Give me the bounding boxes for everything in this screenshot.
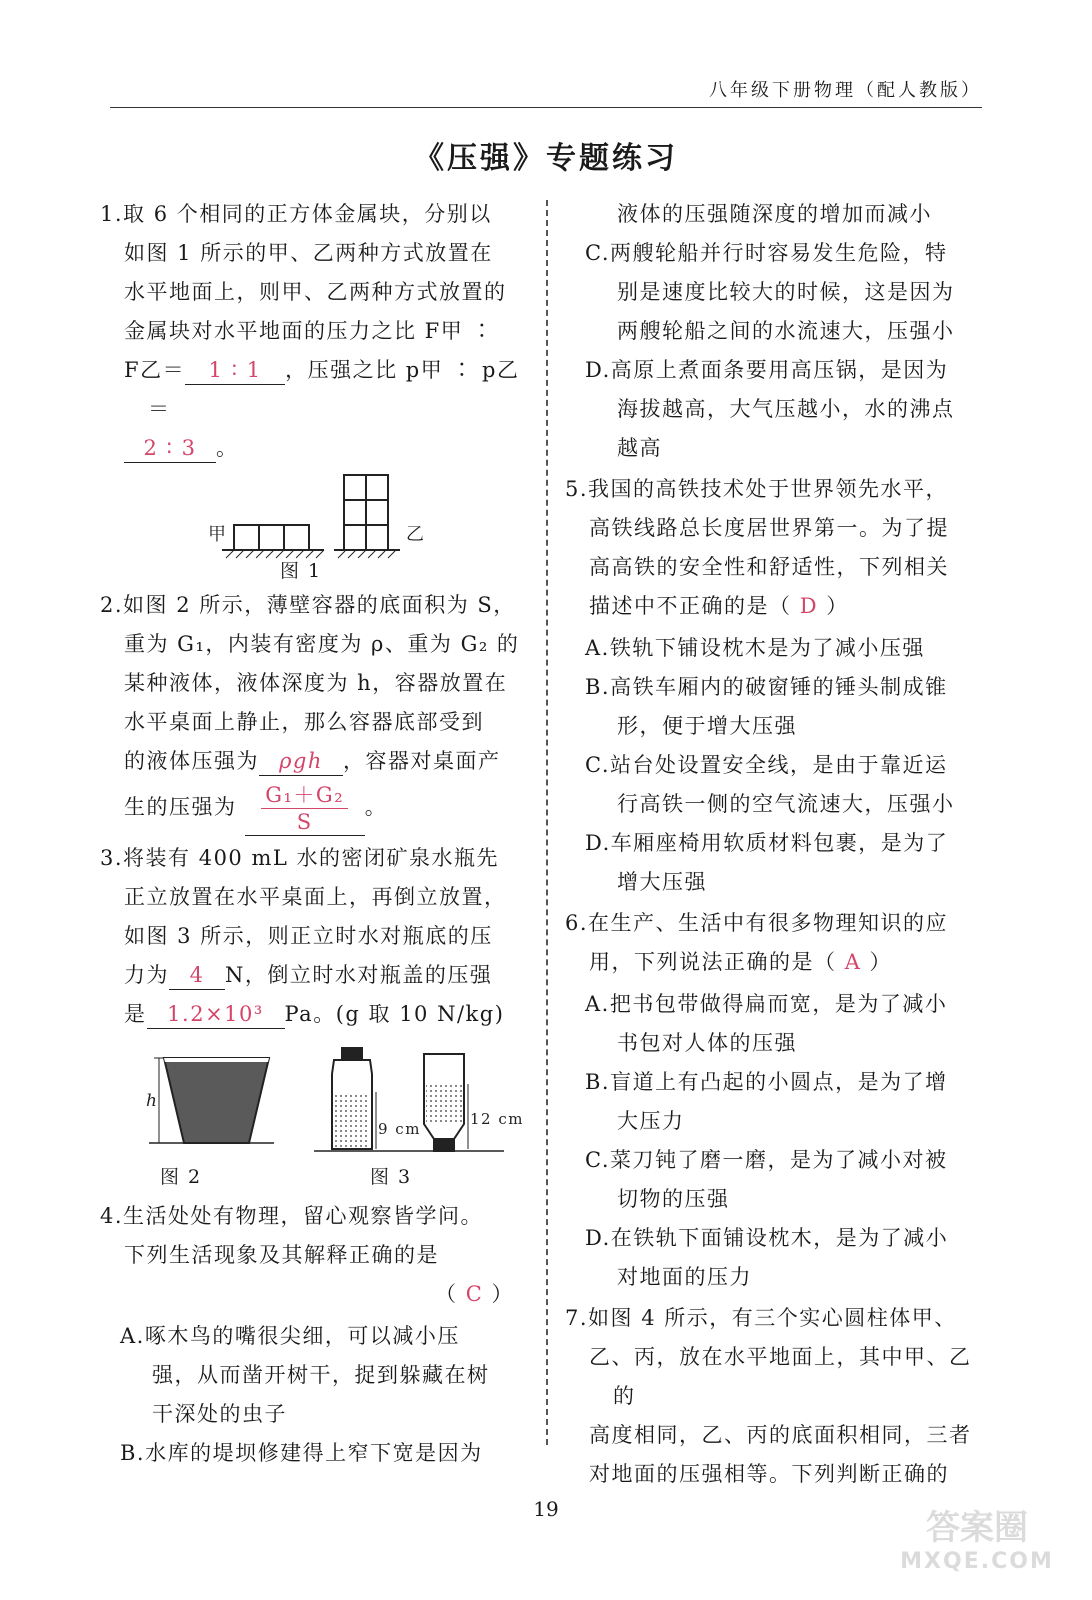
figure-2-container bbox=[144, 1048, 274, 1158]
question-1: 1.取 6 个相同的正方体金属块，分别以 如图 1 所示的甲、乙两种方式放置在 水平地面上，则甲、乙两种方式放置的 金属块对水平地面的压力之比 F甲 ∶ F乙＝ 1 ∶ 1 ，压强之比 p甲 ∶ p乙＝ 2 ∶ 3 。 甲 乙 图 1 bbox=[100, 202, 520, 582]
page-title: 《压强》专题练习 bbox=[414, 141, 678, 176]
q6-option-c: C.菜刀钝了磨一磨，是为了减小对被 切物的压强 bbox=[585, 1148, 948, 1211]
q4-option-c: C.两艘轮船并行时容易发生危险，特 别是速度比较大的时候，这是因为 两艘轮船之间的水流速大，压强小 bbox=[585, 241, 955, 343]
q4-option-d: D.高原上煮面条要用高压锅，是因为 海拔越高，大气压越小，水的沸点 越高 bbox=[585, 358, 955, 460]
watermark-logo bbox=[882, 1500, 1072, 1582]
q4-option-b-continued: 液体的压强随深度的增加而减小 bbox=[617, 202, 932, 226]
fraction-answer: $\frac{\text{G₁＋G₂}}{S}$ bbox=[261, 782, 348, 835]
question-2: 2.如图 2 所示，薄壁容器的底面积为 S， 重为 G₁，内装有密度为 ρ、重为 G₂ 的 某种液体，液体深度为 h，容器放置在 水平桌面上静止，那么容器底部受到 的液体压强为 ρgh ，容器对桌面产 生的压强为 $\frac{\text{G₁＋G₂}}{S}$ 。 bbox=[100, 593, 520, 834]
figure-3-label-12cm: 12 cm bbox=[470, 1109, 524, 1128]
figures-2-3 bbox=[124, 1044, 524, 1194]
left-column bbox=[100, 195, 524, 1473]
answer-blank: ρgh bbox=[259, 747, 343, 776]
q5-option-b: B.高铁车厢内的破窗锤的锤头制成锥 形，便于增大压强 bbox=[585, 675, 948, 738]
answer-blank bbox=[245, 782, 365, 836]
answer-blank: 4 bbox=[169, 961, 225, 990]
figure-3-label-9cm: 9 cm bbox=[378, 1119, 421, 1138]
header-rule bbox=[110, 107, 982, 108]
q6-option-d: D.在铁轨下面铺设枕木，是为了减小 对地面的压力 bbox=[585, 1226, 949, 1289]
q4-option-a: A.啄木鸟的嘴很尖细，可以减小压 强，从而凿开树干，捉到躲藏在树 干深处的虫子 bbox=[120, 1323, 490, 1426]
column-divider bbox=[546, 200, 548, 1445]
q5-option-a: A.铁轨下铺设枕木是为了减小压强 bbox=[585, 636, 925, 660]
figure-1 bbox=[124, 480, 520, 580]
answer-blank: 2 ∶ 3 bbox=[124, 434, 216, 463]
figure-1-label-jia: 甲 bbox=[208, 524, 228, 545]
figure-2-h-label: h bbox=[146, 1090, 159, 1111]
figure-1-diagram bbox=[204, 480, 504, 580]
q6-option-a: A.把书包带做得扁而宽，是为了减小 书包对人体的压强 bbox=[585, 992, 948, 1055]
choice-answer: A bbox=[844, 950, 862, 974]
figure-1-label-yi: 乙 bbox=[406, 524, 426, 545]
question-3: 3.将装有 400 mL 水的密闭矿泉水瓶先 正立放置在水平桌面上，再倒立放置， 如图 3 所示，则正立时水对瓶底的压 力为 4 N，倒立时水对瓶盖的压强 是 1.2×10³ Pa。(g 取 10 N/kg) h 图 2 9 cm 12 cm 图 3 bbox=[100, 839, 520, 1194]
question-6: 6.在生产、生活中有很多物理知识的应 用，下列说法正确的是（ A ） bbox=[565, 911, 949, 974]
question-5: 5.我国的高铁技术处于世界领先水平， 高铁线路总长度居世界第一。为了提 高高铁的安全性和舒适性，下列相关 描述中不正确的是（ D ） bbox=[565, 477, 949, 618]
page-header: 八年级下册物理（配人教版） bbox=[709, 80, 982, 101]
q4-option-b: B.水库的堤坝修建得上窄下宽是因为 bbox=[120, 1440, 483, 1465]
figure-3-container bbox=[304, 1044, 524, 1164]
q5-option-d: D.车厢座椅用软质材料包裹，是为了 增大压强 bbox=[585, 831, 949, 894]
figure-3-caption: 图 3 bbox=[370, 1165, 412, 1188]
watermark-main-text: 答案圈 bbox=[926, 1508, 1028, 1548]
question-4: 4.生活处处有物理，留心观察皆学问。 下列生活现象及其解释正确的是 （ C ） bbox=[100, 1203, 514, 1306]
q6-option-b: B.盲道上有凸起的小圆点，是为了增 大压力 bbox=[585, 1070, 948, 1133]
choice-answer: C bbox=[465, 1281, 484, 1306]
choice-answer: D bbox=[799, 594, 819, 618]
right-column bbox=[565, 195, 985, 1497]
q5-option-c: C.站台处设置安全线，是由于靠近运 行高铁一侧的空气流速大，压强小 bbox=[585, 753, 955, 816]
question-7: 7.如图 4 所示，有三个实心圆柱体甲、 乙、丙，放在水平地面上，其中甲、乙的 高度相同，乙、丙的底面积相同，三者 对地面的压强相等。下列判断正确的 bbox=[565, 1306, 972, 1486]
figure-1-caption: 图 1 bbox=[280, 560, 322, 582]
answer-blank: 1.2×10³ bbox=[147, 1000, 285, 1029]
answer-blank: 1 ∶ 1 bbox=[185, 356, 285, 385]
watermark-sub-text: MXQE.COM bbox=[900, 1549, 1054, 1574]
page-number: 19 bbox=[533, 1497, 559, 1521]
figure-2-caption: 图 2 bbox=[160, 1165, 202, 1188]
